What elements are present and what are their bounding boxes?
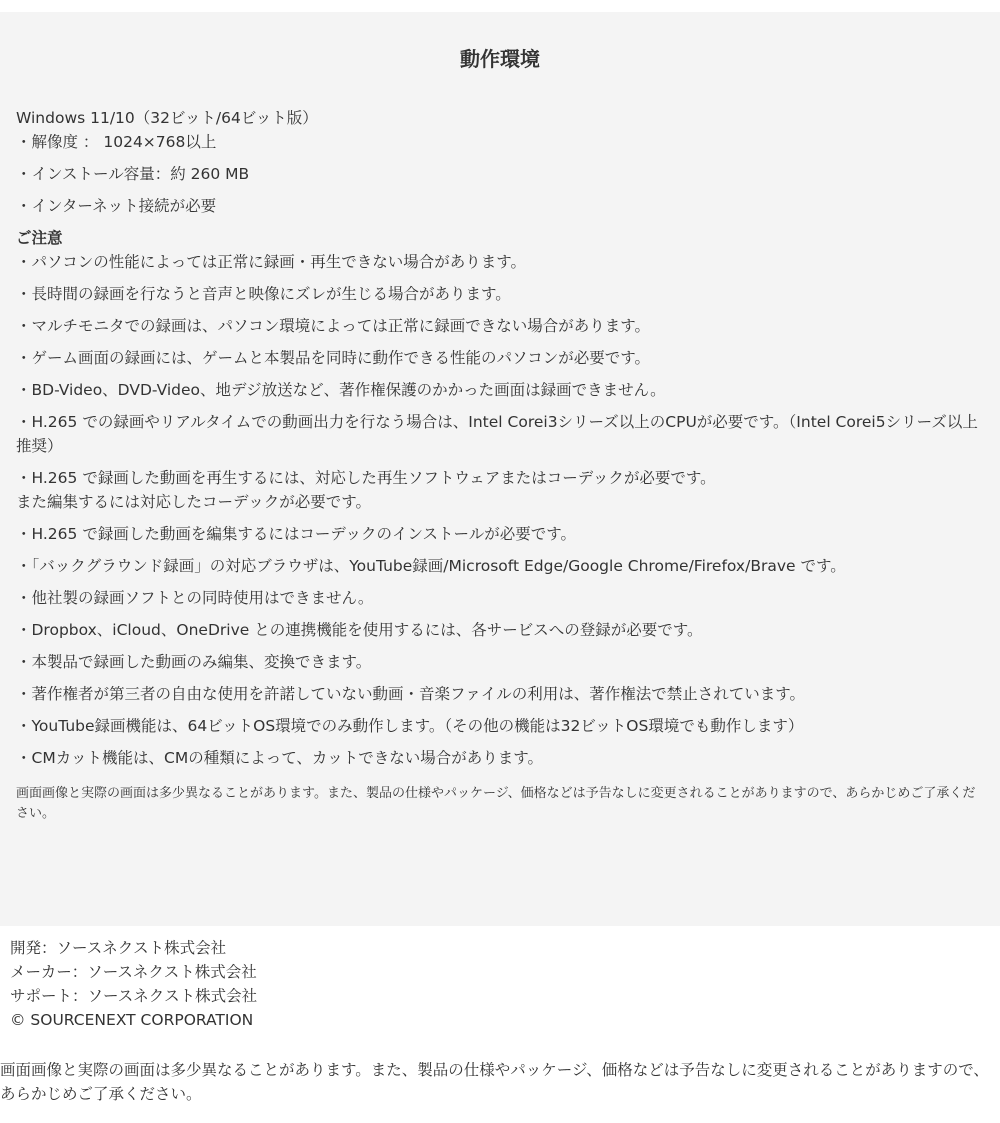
spec-resolution: ・解像度 ： 1024×768以上: [16, 133, 217, 151]
support-credit: サポート：ソースネクスト株式会社: [10, 987, 258, 1005]
spec-internet: ・インターネット接続が必要: [16, 197, 217, 215]
caution-note: ・BD-Video、DVD-Video、地デジ放送など、著作権保護のかかった画面は録画できません。: [16, 381, 666, 399]
caution-note: ・「バックグラウンド録画」の対応ブラウザは、YouTube録画/Microsoft Edge/Google Chrome/Firefox/Brave です。: [16, 557, 846, 575]
caution-note: ・本製品で録画した動画のみ編集、変換できます。: [16, 653, 372, 671]
footer-disclaimer: 画面画像と実際の画面は多少異なることがあります。また、製品の仕様やパッケージ、価格などは予告なしに変更されることがありますので、あらかじめご了承ください。: [0, 1061, 989, 1103]
panel-disclaimer: 画面画像と実際の画面は多少異なることがあります。また、製品の仕様やパッケージ、価格などは予告なしに変更されることがありますので、あらかじめご了承ください。: [16, 786, 976, 821]
caution-note: ・CMカット機能は、CMの種類によって、カットできない場合があります。: [16, 749, 544, 767]
caution-heading: ご注意: [16, 229, 63, 247]
credits: [10, 936, 257, 1032]
caution-note: ・ゲーム画面の録画には、ゲームと本製品を同時に動作できる性能のパソコンが必要です。: [16, 349, 650, 367]
requirements-content: [16, 106, 982, 824]
caution-note: ・長時間の録画を行なうと音声と映像にズレが生じる場合があります。: [16, 285, 511, 303]
maker-credit: メーカー：ソースネクスト株式会社: [10, 963, 257, 981]
caution-note: ・H.265 で録画した動画を再生するには、対応した再生ソフトウェアまたはコーデックが必要です。 また編集するには対応したコーデックが必要です。: [16, 469, 716, 511]
caution-note: ・パソコンの性能によっては正常に録画・再生できない場合があります。: [16, 253, 526, 271]
spec-install-size: ・インストール容量：約 260 MB: [16, 165, 250, 183]
developer-credit: 開発：ソースネクスト株式会社: [10, 939, 227, 957]
caution-note: ・著作権者が第三者の自由な使用を許諾していない動画・音楽ファイルの利用は、著作権法で禁止されています。: [16, 685, 805, 703]
caution-note: ・YouTube録画機能は、64ビットOS環境でのみ動作します。（その他の機能は32ビットOS環境でも動作します）: [16, 717, 804, 735]
caution-note: ・他社製の録画ソフトとの同時使用はできません。: [16, 589, 374, 607]
copyright: © SOURCENEXT CORPORATION: [10, 1011, 254, 1029]
section-title: 動作環境: [460, 47, 540, 71]
caution-note: ・Dropbox、iCloud、OneDrive との連携機能を使用するには、各サービスへの登録が必要です。: [16, 621, 703, 639]
caution-note: ・H.265 での録画やリアルタイムでの動画出力を行なう場合は、Intel Corei3シリーズ以上のCPUが必要です。（Intel Corei5シリーズ以上推奨）: [16, 413, 978, 455]
caution-note: ・マルチモニタでの録画は、パソコン環境によっては正常に録画できない場合があります。: [16, 317, 650, 335]
os-requirement: Windows 11/10（32ビット/64ビット版）: [16, 109, 318, 127]
caution-note: ・H.265 で録画した動画を編集するにはコーデックのインストールが必要です。: [16, 525, 576, 543]
